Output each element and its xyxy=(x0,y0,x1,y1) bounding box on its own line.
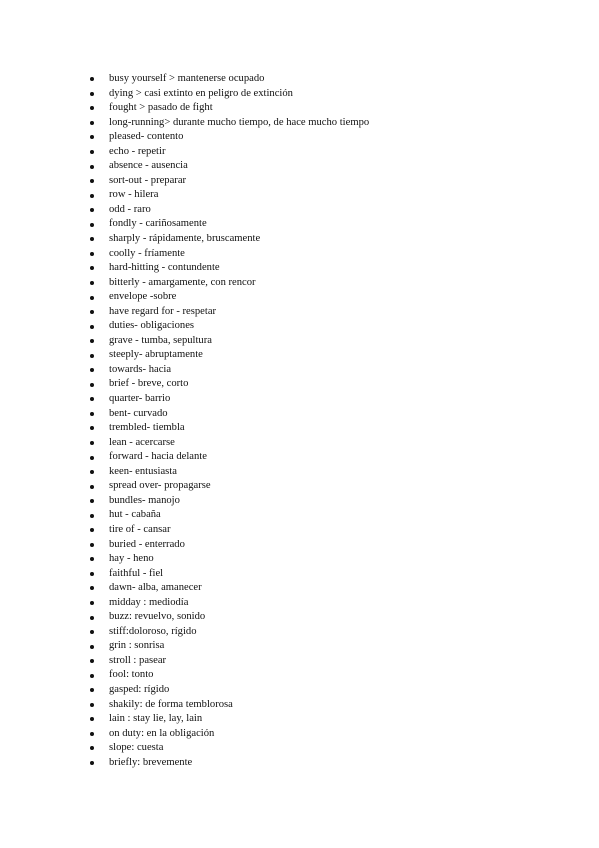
bullet-icon xyxy=(90,485,94,489)
list-item xyxy=(90,101,570,116)
bullet-icon xyxy=(90,296,94,300)
list-item-text: dawn- alba, amanecer xyxy=(109,582,202,594)
bullet-icon xyxy=(90,223,94,227)
list-item-text: grin : sonrisa xyxy=(109,640,165,652)
list-item xyxy=(90,479,570,494)
list-item xyxy=(90,654,570,669)
list-item xyxy=(90,494,570,509)
list-item xyxy=(90,465,570,480)
list-item-text: spread over- propagarse xyxy=(109,480,211,492)
list-item-text: forward - hacia delante xyxy=(109,451,207,463)
list-item xyxy=(90,596,570,611)
list-item xyxy=(90,436,570,451)
list-item-text: faithful - fiel xyxy=(109,567,164,579)
list-item xyxy=(90,188,570,203)
list-item xyxy=(90,261,570,276)
list-item-text: long-running> durante mucho tiempo, de hace mucho tiempo xyxy=(109,116,370,128)
list-item-text: tire of - cansar xyxy=(109,523,171,535)
list-item-text: hay - heno xyxy=(109,553,154,565)
bullet-icon xyxy=(90,528,94,532)
list-item xyxy=(90,72,570,87)
bullet-icon xyxy=(90,266,94,270)
list-item-text: midday : mediodía xyxy=(109,596,189,608)
bullet-icon xyxy=(90,514,94,518)
list-item-text: towards- hacia xyxy=(109,363,172,375)
list-item-text: dying > casi extinto en peligro de extinción xyxy=(109,87,293,99)
list-item xyxy=(90,319,570,334)
bullet-icon xyxy=(90,674,94,678)
list-item-text: have regard for - respetar xyxy=(109,305,217,317)
list-item xyxy=(90,639,570,654)
bullet-icon xyxy=(90,470,94,474)
list-item-text: busy yourself > mantenerse ocupado xyxy=(109,73,265,84)
list-item xyxy=(90,741,570,756)
bullet-icon xyxy=(90,325,94,329)
list-item xyxy=(90,567,570,582)
list-item-text: row - hilera xyxy=(109,189,159,201)
bullet-icon xyxy=(90,456,94,460)
bullet-icon xyxy=(90,135,94,139)
list-item xyxy=(90,334,570,349)
bullet-icon xyxy=(90,703,94,707)
list-item-text: buzz: revuelvo, sonido xyxy=(109,611,206,623)
list-item xyxy=(90,756,570,771)
list-item xyxy=(90,305,570,320)
list-item xyxy=(90,232,570,247)
list-item-text: stiff:doloroso, rígido xyxy=(109,625,197,637)
list-item-text: grave - tumba, sepultura xyxy=(109,334,212,346)
list-item-text: trembled- tiembla xyxy=(109,422,185,434)
bullet-icon xyxy=(90,557,94,561)
bullet-icon xyxy=(90,572,94,576)
bullet-icon xyxy=(90,543,94,547)
list-item xyxy=(90,116,570,131)
bullet-icon xyxy=(90,194,94,198)
list-item xyxy=(90,377,570,392)
list-item xyxy=(90,552,570,567)
list-item-text: fool: tonto xyxy=(109,669,154,681)
bullet-icon xyxy=(90,761,94,765)
bullet-icon xyxy=(90,310,94,314)
list-item-text: echo - repetir xyxy=(109,145,166,157)
list-item xyxy=(90,87,570,102)
list-item xyxy=(90,145,570,160)
bullet-icon xyxy=(90,383,94,387)
vocabulary-list xyxy=(90,72,570,770)
list-item xyxy=(90,683,570,698)
bullet-icon xyxy=(90,412,94,416)
list-item xyxy=(90,508,570,523)
bullet-icon xyxy=(90,426,94,430)
bullet-icon xyxy=(90,630,94,634)
bullet-icon xyxy=(90,659,94,663)
list-item xyxy=(90,203,570,218)
list-item-text: coolly - fríamente xyxy=(109,247,185,259)
list-item xyxy=(90,538,570,553)
list-item xyxy=(90,363,570,378)
bullet-icon xyxy=(90,645,94,649)
list-item-text: envelope -sobre xyxy=(109,291,177,303)
list-item-text: fondly - cariñosamente xyxy=(109,218,207,230)
list-item-text: gasped: rígido xyxy=(109,683,170,695)
list-item-text: lain : stay lie, lay, lain xyxy=(109,713,203,725)
list-item xyxy=(90,159,570,174)
bullet-icon xyxy=(90,601,94,605)
bullet-icon xyxy=(90,688,94,692)
list-item-text: steeply- abruptamente xyxy=(109,349,203,361)
list-item xyxy=(90,247,570,262)
list-item-text: sharply - rápidamente, bruscamente xyxy=(109,233,261,245)
list-item-text: stroll : pasear xyxy=(109,654,167,666)
list-item-text: lean - acercarse xyxy=(109,436,175,448)
bullet-icon xyxy=(90,252,94,256)
list-item xyxy=(90,130,570,145)
bullet-icon xyxy=(90,499,94,503)
list-item xyxy=(90,625,570,640)
bullet-icon xyxy=(90,237,94,241)
bullet-icon xyxy=(90,121,94,125)
list-item xyxy=(90,276,570,291)
list-item-text: briefly: brevemente xyxy=(109,756,193,768)
bullet-icon xyxy=(90,354,94,358)
list-item-text: brief - breve, corto xyxy=(109,378,189,390)
list-item xyxy=(90,421,570,436)
list-item-text: on duty: en la obligación xyxy=(109,727,215,739)
list-item xyxy=(90,581,570,596)
bullet-icon xyxy=(90,717,94,721)
list-item-text: hut - cabaña xyxy=(109,509,161,521)
bullet-icon xyxy=(90,92,94,96)
bullet-icon xyxy=(90,208,94,212)
bullet-icon xyxy=(90,281,94,285)
bullet-icon xyxy=(90,616,94,620)
bullet-icon xyxy=(90,732,94,736)
list-item xyxy=(90,217,570,232)
list-item-text: odd - raro xyxy=(109,203,151,215)
list-item-text: hard-hitting - contundente xyxy=(109,262,220,274)
bullet-icon xyxy=(90,150,94,154)
list-item xyxy=(90,698,570,713)
bullet-icon xyxy=(90,339,94,343)
list-item xyxy=(90,450,570,465)
bullet-icon xyxy=(90,179,94,183)
bullet-icon xyxy=(90,746,94,750)
list-item xyxy=(90,407,570,422)
list-item-text: buried - enterrado xyxy=(109,538,185,550)
list-item-text: bent- curvado xyxy=(109,407,168,419)
bullet-icon xyxy=(90,77,94,81)
list-item-text: pleased- contento xyxy=(109,131,184,143)
list-item xyxy=(90,523,570,538)
list-item-text: absence - ausencia xyxy=(109,160,188,172)
list-item-text: slope: cuesta xyxy=(109,742,164,754)
bullet-icon xyxy=(90,165,94,169)
list-item-text: fought > pasado de fight xyxy=(109,102,213,114)
list-item xyxy=(90,668,570,683)
list-item xyxy=(90,610,570,625)
list-item-text: quarter- barrio xyxy=(109,393,171,405)
list-item xyxy=(90,290,570,305)
list-item-text: duties- obligaciones xyxy=(109,320,195,332)
list-item-text: keen- entusiasta xyxy=(109,465,177,477)
list-item xyxy=(90,174,570,189)
list-item-text: bundles- manojo xyxy=(109,494,180,506)
bullet-icon xyxy=(90,441,94,445)
list-item-text: shakily: de forma temblorosa xyxy=(109,698,233,710)
bullet-icon xyxy=(90,106,94,110)
list-item xyxy=(90,392,570,407)
bullet-icon xyxy=(90,397,94,401)
list-item-text: bitterly - amargamente, con rencor xyxy=(109,276,256,288)
list-item xyxy=(90,348,570,363)
list-item xyxy=(90,712,570,727)
bullet-icon xyxy=(90,368,94,372)
bullet-icon xyxy=(90,586,94,590)
list-item xyxy=(90,727,570,742)
list-item-text: sort-out - preparar xyxy=(109,174,187,186)
